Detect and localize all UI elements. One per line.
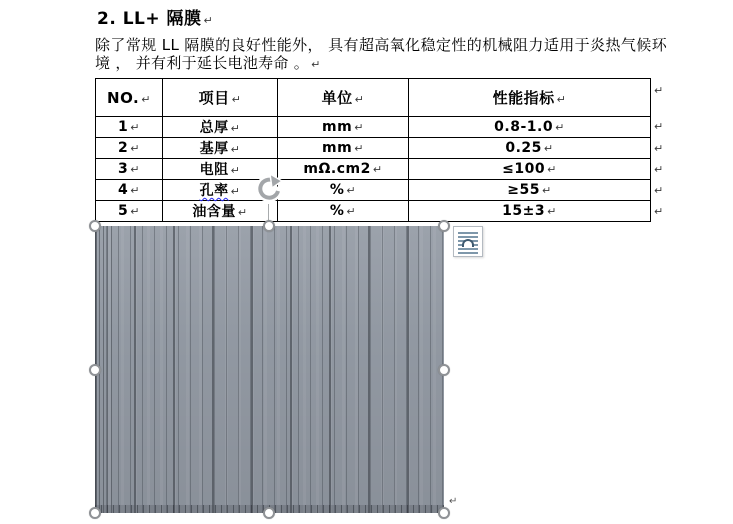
cell-item[interactable]: 电阻 ↵: [163, 159, 278, 180]
paragraph-mark-icon: ↵: [354, 121, 364, 134]
wrap-arc-icon: [462, 239, 474, 247]
table-header-row: [96, 79, 651, 117]
resize-handle-top-right[interactable]: [438, 220, 450, 232]
spec-table: [95, 78, 651, 222]
paragraph-mark-icon: ↵: [542, 184, 552, 197]
table-row: [96, 180, 651, 201]
cell-unit[interactable]: % ↵: [278, 180, 409, 201]
cell-item[interactable]: 基厚 ↵: [163, 138, 278, 159]
cell-spec[interactable]: ≥55 ↵: [409, 180, 651, 201]
cell-unit[interactable]: % ↵: [278, 201, 409, 222]
row-end-mark-icon: ↵: [654, 184, 664, 197]
paragraph-mark-icon: ↵: [372, 163, 383, 176]
cell-spec[interactable]: 0.8-1.0 ↵: [409, 117, 651, 138]
layout-options-button[interactable]: [453, 226, 483, 257]
paragraph-mark-icon: ↵: [354, 142, 364, 155]
row-end-mark-icon: ↵: [654, 84, 664, 97]
paragraph-mark-icon: ↵: [547, 205, 557, 218]
cell-no[interactable]: 5 ↵: [96, 201, 163, 222]
paragraph-mark-icon: ↵: [141, 92, 151, 106]
resize-handle-top-left[interactable]: [89, 220, 101, 232]
header-cell-unit[interactable]: 单位 ↵: [278, 79, 409, 117]
cell-no[interactable]: 1 ↵: [96, 117, 163, 138]
body-paragraph[interactable]: [95, 37, 667, 73]
resize-handle-bottom-right[interactable]: [438, 507, 450, 519]
header-cell-spec[interactable]: 性能指标 ↵: [409, 79, 651, 117]
section-heading-text: 2. LL+ 隔膜: [97, 9, 202, 29]
cell-spec[interactable]: 0.25 ↵: [409, 138, 651, 159]
paragraph-mark-icon: ↵: [556, 93, 567, 106]
cell-spec[interactable]: ≤100 ↵: [409, 159, 651, 180]
cell-spec[interactable]: 15±3 ↵: [409, 201, 651, 222]
resize-handle-mid-left[interactable]: [89, 364, 101, 376]
row-end-mark-icon: ↵: [654, 163, 664, 176]
paragraph-mark-icon: ↵: [311, 57, 321, 71]
resize-handle-bottom-left[interactable]: [89, 507, 101, 519]
paragraph-mark-icon: ↵: [230, 185, 241, 198]
misspelled-word: 孔率: [199, 183, 229, 199]
cell-item[interactable]: 总厚 ↵: [163, 117, 278, 138]
paragraph-mark-icon: ↵: [230, 122, 241, 135]
paragraph-mark-icon: ↵: [555, 121, 565, 134]
membrane-photo[interactable]: [95, 226, 444, 513]
paragraph-mark-icon: ↵: [231, 93, 242, 106]
paragraph-mark-icon: ↵: [354, 93, 365, 106]
paragraph-mark-icon: ↵: [130, 142, 140, 155]
body-paragraph-text: 除了常规 LL 隔膜的良好性能外， 具有超高氧化稳定性的机械阻力适用于炎热气候环境 ， 并有利于延长电池寿命 。: [95, 36, 667, 72]
row-end-mark-icon: ↵: [654, 142, 664, 155]
rotate-handle-icon[interactable]: [252, 172, 286, 206]
row-end-mark-icon: ↵: [654, 205, 664, 218]
text-wrap-icon: [458, 232, 478, 253]
header-cell-item[interactable]: 项目 ↵: [163, 79, 278, 117]
anchor-paragraph-mark-icon: ↵: [449, 496, 458, 507]
cell-unit[interactable]: mm ↵: [278, 117, 409, 138]
paragraph-mark-icon: ↵: [130, 205, 140, 218]
paragraph-mark-icon: ↵: [547, 163, 557, 176]
header-cell-no[interactable]: NO. ↵: [96, 79, 163, 117]
cell-no[interactable]: 3 ↵: [96, 159, 163, 180]
resize-handle-mid-right[interactable]: [438, 364, 450, 376]
cell-unit[interactable]: mΩ.cm2 ↵: [278, 159, 409, 180]
paragraph-mark-icon: ↵: [346, 184, 357, 197]
cell-no[interactable]: 2 ↵: [96, 138, 163, 159]
paragraph-mark-icon: ↵: [346, 205, 357, 218]
row-end-mark-icon: ↵: [654, 120, 664, 133]
paragraph-mark-icon: ↵: [130, 184, 140, 197]
resize-handle-top-center[interactable]: [263, 220, 275, 232]
table-row: [96, 138, 651, 159]
paragraph-mark-icon: ↵: [230, 143, 241, 156]
paragraph-mark-icon: ↵: [130, 121, 140, 134]
paragraph-mark-icon: ↵: [230, 164, 241, 177]
resize-handle-bottom-center[interactable]: [263, 507, 275, 519]
section-heading[interactable]: [97, 4, 213, 29]
cell-unit[interactable]: mm ↵: [278, 138, 409, 159]
table-row: [96, 201, 651, 222]
table-row: [96, 159, 651, 180]
cell-no[interactable]: 4 ↵: [96, 180, 163, 201]
paragraph-mark-icon: ↵: [237, 206, 248, 219]
cell-item[interactable]: 油含量 ↵: [163, 201, 278, 222]
paragraph-mark-icon: ↵: [130, 163, 140, 176]
paragraph-mark-icon: ↵: [203, 14, 214, 27]
paragraph-mark-icon: ↵: [543, 142, 554, 155]
table-row: [96, 117, 651, 138]
